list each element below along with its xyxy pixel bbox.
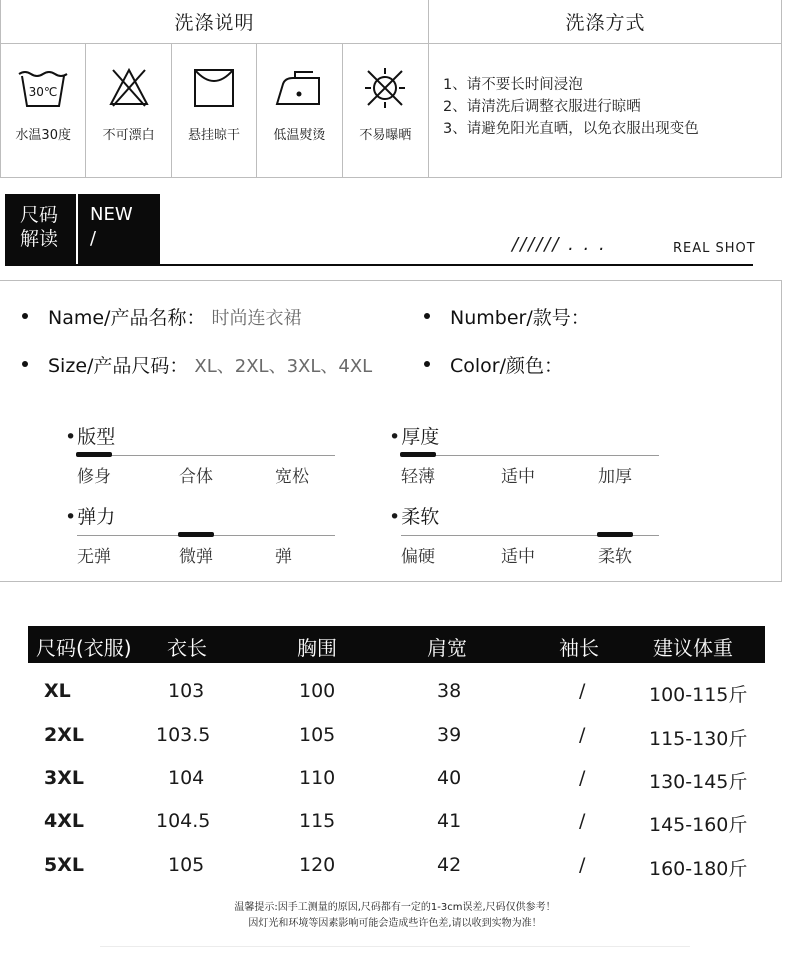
info-name — [22, 303, 301, 330]
cell-length: 105 — [168, 854, 205, 876]
cell-sleeve: / — [579, 810, 586, 832]
cell-weight: 115-130斤 — [649, 728, 748, 750]
care-label: 水温30度 — [15, 128, 71, 143]
cell-weight: 130-145斤 — [649, 771, 748, 793]
cell-size: 2XL — [44, 724, 84, 746]
washing-methods-title: 洗涤方式 — [429, 0, 782, 44]
info-name-label: Name/产品名称： — [48, 307, 206, 329]
product-info-box — [0, 280, 782, 582]
size-badge-new: NEW / — [90, 204, 133, 249]
cell-shoulder: 39 — [437, 724, 462, 746]
scale-option: 适中 — [501, 547, 535, 567]
scale-option: 适中 — [501, 467, 535, 487]
no-sun-icon — [363, 66, 407, 110]
care-item-wash-30 — [1, 44, 86, 177]
washing-methods-panel — [429, 0, 782, 177]
cell-chest: 100 — [299, 680, 336, 702]
info-size — [22, 351, 372, 378]
scale-option: 偏硬 — [401, 547, 435, 567]
decorative-slashes: ////// . . . — [512, 234, 607, 255]
info-color — [424, 351, 563, 378]
bullet-icon — [22, 313, 28, 319]
scale-option: 加厚 — [598, 467, 632, 487]
table-row — [28, 716, 765, 756]
bullet-icon — [22, 361, 28, 367]
scale-option: 轻薄 — [401, 467, 435, 487]
size-badge-title: 尺码 解读 — [5, 194, 78, 264]
cell-sleeve: / — [579, 767, 586, 789]
footer-divider — [100, 946, 690, 947]
info-name-value: 时尚连衣裙 — [211, 308, 302, 329]
size-banner — [5, 194, 756, 266]
table-row — [28, 672, 765, 712]
scale-title: •厚度 — [389, 426, 440, 448]
scale-thickness — [389, 422, 659, 502]
cell-length: 103.5 — [156, 724, 211, 746]
info-size-label: Size/产品尺码： — [48, 355, 189, 377]
bullet-icon — [424, 361, 430, 367]
cell-length: 103 — [168, 680, 205, 702]
care-item-low-iron — [257, 44, 342, 177]
cell-chest: 115 — [299, 810, 336, 832]
cell-size: XL — [44, 680, 71, 702]
cell-chest: 120 — [299, 854, 336, 876]
scale-title: •版型 — [65, 426, 116, 448]
info-number-label: Number/款号： — [450, 307, 590, 329]
care-item-no-bleach — [86, 44, 171, 177]
washing-instructions-title: 洗涤说明 — [1, 0, 428, 44]
info-color-label: Color/颜色： — [450, 355, 564, 377]
scale-option: 微弹 — [179, 547, 213, 567]
washing-instructions-panel — [1, 0, 429, 177]
info-number — [424, 303, 590, 330]
header-weight: 建议体重 — [653, 636, 733, 660]
cell-shoulder: 38 — [437, 680, 462, 702]
washing-section — [0, 0, 782, 178]
care-label: 不可漂白 — [102, 128, 155, 143]
size-badge — [5, 194, 160, 264]
cell-weight: 145-160斤 — [649, 814, 748, 836]
scale-marker — [76, 452, 112, 457]
table-row — [28, 802, 765, 842]
scale-elasticity — [65, 502, 335, 582]
scale-marker — [597, 532, 633, 537]
header-length: 衣长 — [167, 636, 207, 660]
table-row — [28, 759, 765, 799]
header-chest: 胸围 — [297, 636, 337, 660]
cell-size: 5XL — [44, 854, 84, 876]
method-item: 3、请避免阳光直晒，以免衣服出现变色 — [443, 121, 699, 137]
color-note: 因灯光和环境等因素影响可能会造成些许色差,请以收到实物为准！ — [248, 918, 542, 929]
cell-weight: 100-115斤 — [649, 684, 748, 706]
scale-line — [77, 455, 335, 456]
size-table-header — [28, 626, 765, 663]
cell-sleeve: / — [579, 680, 586, 702]
cell-sleeve: / — [579, 724, 586, 746]
banner-divider — [5, 264, 753, 266]
cell-length: 104.5 — [156, 810, 211, 832]
no-bleach-icon — [107, 66, 151, 110]
measurement-note: 温馨提示:因手工测量的原因,尺码都有一定的1-3cm误差,尺码仅供参考！ — [234, 902, 556, 913]
wash-30-icon — [17, 66, 69, 110]
care-item-no-sun — [343, 44, 428, 177]
hang-dry-icon — [192, 66, 236, 110]
header-sleeve: 袖长 — [559, 636, 599, 660]
cell-size: 4XL — [44, 810, 84, 832]
cell-chest: 105 — [299, 724, 336, 746]
care-item-hang-dry — [172, 44, 257, 177]
cell-chest: 110 — [299, 767, 336, 789]
bullet-icon — [424, 313, 430, 319]
scale-marker — [400, 452, 436, 457]
scale-fit — [65, 422, 335, 502]
scale-title: •柔软 — [389, 506, 440, 528]
scale-option: 宽松 — [275, 467, 309, 487]
scale-option: 修身 — [77, 467, 111, 487]
cell-length: 104 — [168, 767, 205, 789]
table-row — [28, 846, 765, 886]
method-item: 2、请清洗后调整衣服进行晾晒 — [443, 99, 641, 115]
cell-shoulder: 40 — [437, 767, 462, 789]
header-size: 尺码(衣服) — [36, 636, 132, 660]
method-item: 1、请不要长时间浸泡 — [443, 77, 583, 93]
care-label: 悬挂晾干 — [188, 128, 241, 143]
scale-marker — [178, 532, 214, 537]
scale-option: 合体 — [179, 467, 213, 487]
cell-size: 3XL — [44, 767, 84, 789]
scale-title: •弹力 — [65, 506, 116, 528]
care-label: 低温熨烫 — [273, 128, 326, 143]
low-iron-icon — [273, 66, 325, 110]
scale-line — [401, 455, 659, 456]
cell-shoulder: 42 — [437, 854, 462, 876]
header-shoulder: 肩宽 — [427, 636, 467, 660]
scale-option: 弹 — [275, 547, 292, 567]
washing-methods-list — [443, 74, 699, 140]
real-shot-tag: REAL SHOT — [673, 241, 756, 256]
scale-softness — [389, 502, 659, 582]
info-size-value: XL、2XL、3XL、4XL — [194, 356, 373, 377]
scale-option: 柔软 — [598, 547, 632, 567]
cell-sleeve: / — [579, 854, 586, 876]
cell-weight: 160-180斤 — [649, 858, 748, 880]
care-icons-row — [1, 44, 428, 177]
wash-temp-text: 30℃ — [28, 85, 58, 99]
care-label: 不易曝晒 — [359, 128, 412, 143]
cell-shoulder: 41 — [437, 810, 462, 832]
scale-option: 无弹 — [77, 547, 111, 567]
